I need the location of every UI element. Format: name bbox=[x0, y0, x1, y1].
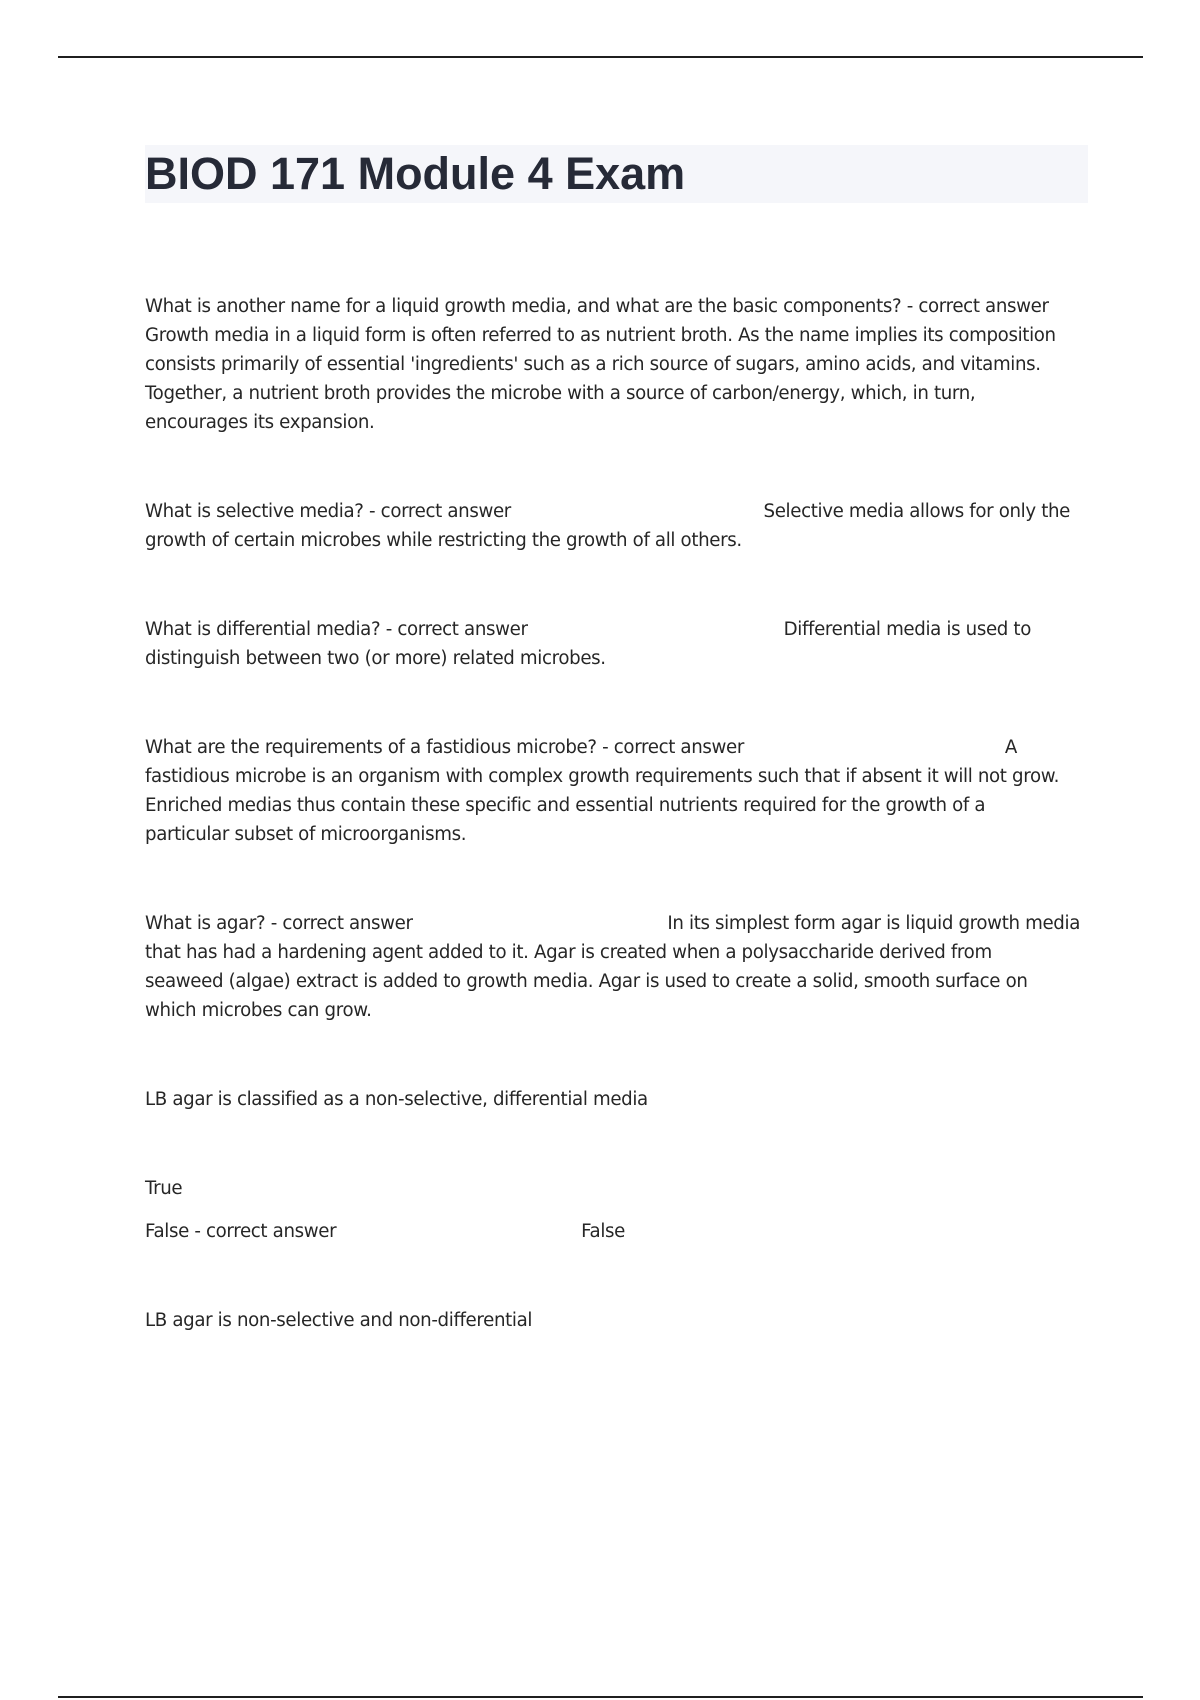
spacer bbox=[145, 437, 1090, 497]
tf-explanation bbox=[145, 1306, 1090, 1335]
qa-line: Growth media in a liquid form is often referred to as nutrient broth. As the name implies its composition bbox=[145, 325, 1056, 346]
spacer bbox=[145, 849, 1090, 909]
option-true: True bbox=[145, 1178, 183, 1199]
qa-line: consists primarily of essential 'ingredients' such as a rich source of sugars, amino acids, and vitamins. bbox=[145, 354, 1041, 375]
question-text: What is agar? - correct answer bbox=[145, 913, 413, 934]
qa-line: seaweed (algae) extract is added to growth media. Agar is used to create a solid, smooth surface on bbox=[145, 971, 1028, 992]
qa-agar bbox=[145, 909, 1090, 1025]
qa-fastidious-microbe bbox=[145, 733, 1090, 849]
tf-statement-text: LB agar is classified as a non-selective, differential media bbox=[145, 1089, 648, 1110]
question-text: What is differential media? - correct answer bbox=[145, 619, 528, 640]
tf-answer-row bbox=[145, 1217, 1090, 1246]
qa-selective-media bbox=[145, 497, 1090, 555]
tf-answer: False bbox=[581, 1221, 625, 1242]
qa-line: What is another name for a liquid growth media, and what are the basic components? - correct answer bbox=[145, 296, 1049, 317]
qa-line: that has had a hardening agent added to it. Agar is created when a polysaccharide derived from bbox=[145, 942, 992, 963]
qa-line: which microbes can grow. bbox=[145, 1000, 372, 1021]
qa-line: growth of certain microbes while restricting the growth of all others. bbox=[145, 530, 742, 551]
option-false: False - correct answer bbox=[145, 1221, 337, 1242]
question-line bbox=[145, 733, 1017, 762]
spacer bbox=[145, 555, 1090, 615]
answer-start: In its simplest form agar is liquid growth media bbox=[667, 913, 1080, 934]
qa-line: distinguish between two (or more) related microbes. bbox=[145, 648, 606, 669]
answer-start: Selective media allows for only the bbox=[763, 501, 1070, 522]
qa-line: Enriched medias thus contain these specific and essential nutrients required for the growth of a bbox=[145, 795, 986, 816]
question-text: What are the requirements of a fastidious microbe? - correct answer bbox=[145, 737, 745, 758]
answer-start: A bbox=[1004, 737, 1017, 758]
question-line bbox=[145, 615, 1031, 644]
option-false-line bbox=[145, 1217, 625, 1246]
tf-explanation-text: LB agar is non-selective and non-differential bbox=[145, 1310, 533, 1331]
qa-line: Together, a nutrient broth provides the microbe with a source of carbon/energy, which, in turn, bbox=[145, 383, 976, 404]
question-text: What is selective media? - correct answer bbox=[145, 501, 511, 522]
page-title: BIOD 171 Module 4 Exam bbox=[145, 148, 686, 199]
qa-line: particular subset of microorganisms. bbox=[145, 824, 467, 845]
qa-line: encourages its expansion. bbox=[145, 412, 375, 433]
top-rule bbox=[58, 56, 1143, 58]
spacer bbox=[145, 1203, 1090, 1217]
tf-options bbox=[145, 1174, 1090, 1203]
qa-liquid-media bbox=[145, 292, 1090, 437]
bottom-rule bbox=[58, 1696, 1143, 1698]
question-line bbox=[145, 497, 1070, 526]
tf-statement bbox=[145, 1085, 1090, 1114]
spacer bbox=[145, 1246, 1090, 1306]
spacer bbox=[145, 1025, 1090, 1085]
answer-start: Differential media is used to bbox=[783, 619, 1031, 640]
spacer bbox=[145, 673, 1090, 733]
qa-differential-media bbox=[145, 615, 1090, 673]
question-line bbox=[145, 909, 1080, 938]
spacer bbox=[145, 1114, 1090, 1174]
qa-line: fastidious microbe is an organism with complex growth requirements such that if absent it will not grow. bbox=[145, 766, 1060, 787]
document-body bbox=[145, 292, 1090, 1335]
